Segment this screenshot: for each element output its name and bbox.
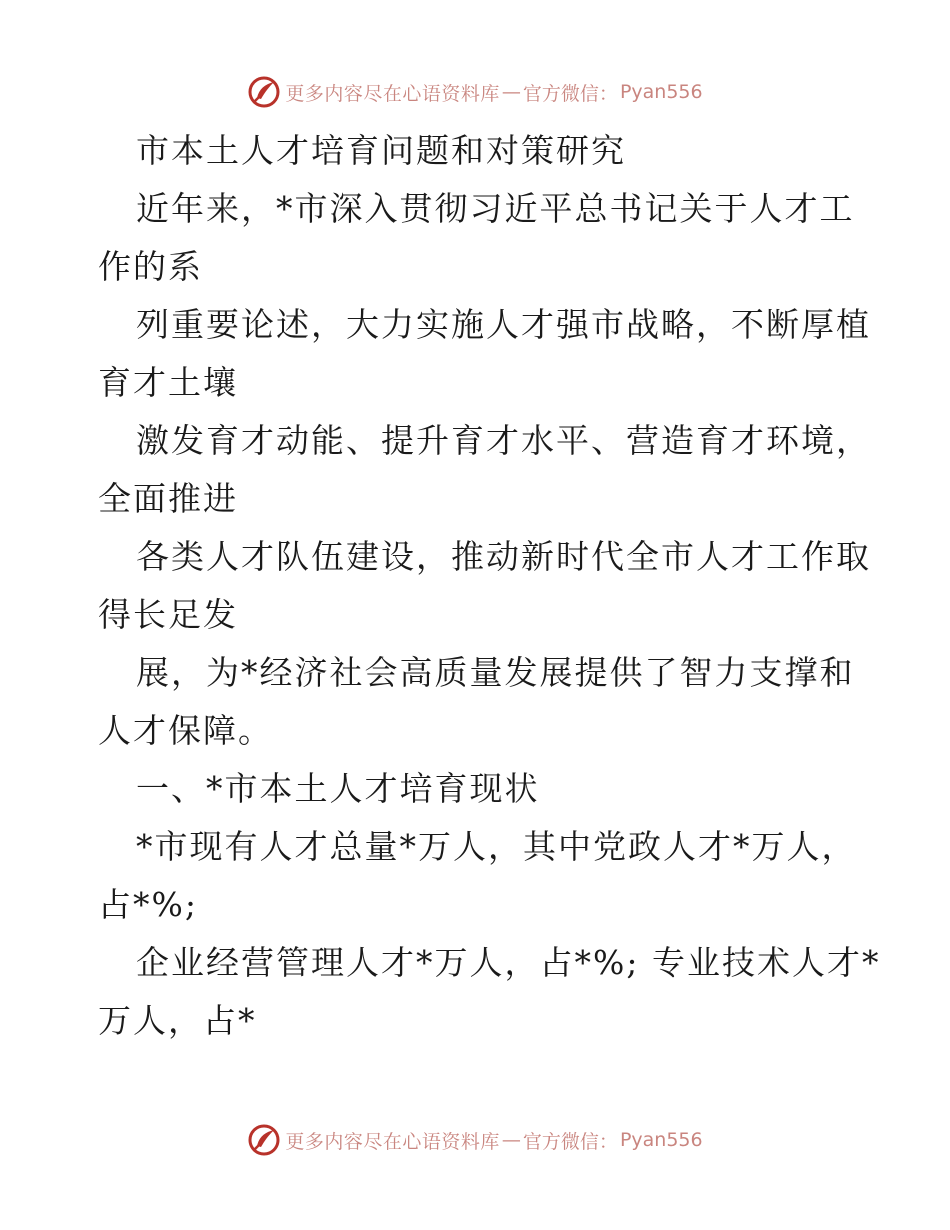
text-line: 企业经营管理人才*万人，占*%; 专业技术人才* [136, 943, 881, 982]
text-line: 一、*市本土人才培育现状 [136, 769, 540, 808]
text-line: 全面推进 [98, 479, 238, 518]
text-line: 万人，占* [98, 1001, 257, 1040]
watermark-label: 官方微信： [522, 1130, 618, 1153]
watermark-label: 官方微信： [522, 82, 618, 105]
text-line: 近年来，*市深入贯彻习近平总书记关于人才工 [136, 189, 855, 228]
text-line: 人才保障。 [98, 711, 273, 750]
header-watermark [0, 72, 950, 112]
logo-icon [247, 1123, 281, 1157]
text-line: 各类人才队伍建设，推动新时代全市人才工作取 [136, 537, 871, 576]
watermark-dash: — [501, 1129, 521, 1151]
watermark-dash: — [501, 81, 521, 103]
text-line: 得长足发 [98, 595, 238, 634]
watermark-wechat-id: Pyan556 [619, 1129, 703, 1151]
text-line: 育才土壤 [98, 363, 238, 402]
text-line: 列重要论述，大力实施人才强市战略，不断厚植 [136, 305, 871, 344]
text-line: 市本土人才培育问题和对策研究 [136, 131, 626, 170]
document-body [98, 122, 881, 1050]
text-line: *市现有人才总量*万人，其中党政人才*万人， [136, 827, 857, 866]
footer-watermark [0, 1120, 950, 1160]
logo-icon [247, 75, 281, 109]
text-line: 激发育才动能、提升育才水平、营造育才环境， [136, 421, 871, 460]
watermark-text: 更多内容尽在心语资料库 [285, 1130, 500, 1153]
watermark-wechat-id: Pyan556 [619, 81, 703, 103]
watermark-text: 更多内容尽在心语资料库 [285, 82, 500, 105]
text-line: 占*%; [98, 885, 198, 924]
text-line: 展，为*经济社会高质量发展提供了智力支撑和 [136, 653, 855, 692]
text-line: 作的系 [98, 247, 203, 286]
